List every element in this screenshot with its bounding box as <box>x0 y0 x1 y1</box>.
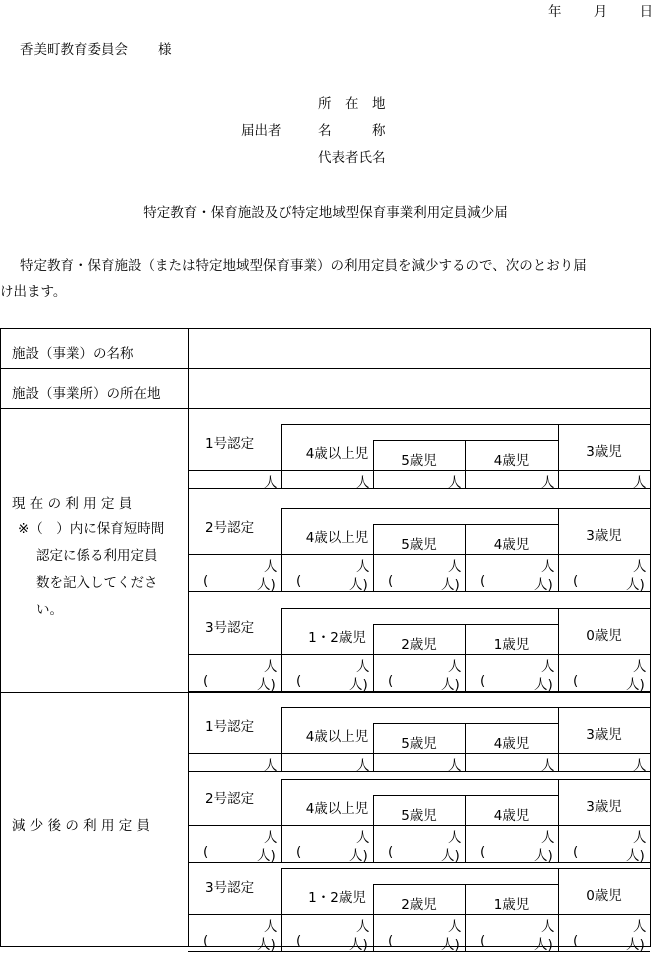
age-label: 3歳児 <box>586 528 622 544</box>
paren-open: ( <box>388 844 394 860</box>
paren-open: ( <box>480 933 486 949</box>
cert-label: 2号認定 <box>205 791 255 807</box>
unit-label: 人 <box>448 758 462 774</box>
col-line <box>281 868 282 951</box>
paren-close: 人) <box>349 677 368 693</box>
age-label: 1歳児 <box>493 637 530 653</box>
after-capacity-label: 減 少 後 の 利 用 定 員 <box>12 818 151 834</box>
age-label: 4歳児 <box>493 537 530 553</box>
age-label: 1歳児 <box>493 897 530 913</box>
paren-close: 人) <box>534 677 553 693</box>
unit-label: 人 <box>264 758 278 774</box>
unit-label: 人 <box>356 919 370 935</box>
unit-label: 人 <box>356 830 370 846</box>
age-group-label: 4歳以上児 <box>305 729 369 745</box>
age-label: 2歳児 <box>401 897 437 913</box>
cert-label: 1号認定 <box>205 719 255 735</box>
paren-open: ( <box>203 844 209 860</box>
row-divider <box>0 408 650 409</box>
unit-label: 人 <box>633 919 647 935</box>
paren-open: ( <box>573 673 579 689</box>
col-line <box>558 779 559 862</box>
col-line <box>558 508 559 591</box>
unit-label: 人 <box>448 475 462 491</box>
age-label: 5歳児 <box>401 808 437 824</box>
age-label: 5歳児 <box>401 453 437 469</box>
col-line <box>558 608 559 691</box>
unit-label: 人 <box>448 919 462 935</box>
unit-label: 人 <box>264 919 278 935</box>
unit-label: 人 <box>356 475 370 491</box>
unit-label: 人 <box>633 559 647 575</box>
body-line-1: 特定教育・保育施設（または特定地域型保育事業）の利用定員を減少するので、次のとおり届 <box>20 258 587 274</box>
unit-label: 人 <box>633 830 647 846</box>
paren-close: 人) <box>441 937 460 953</box>
unit-label: 人 <box>448 830 462 846</box>
unit-label: 人 <box>264 659 278 675</box>
unit-label: 人 <box>356 758 370 774</box>
paren-open: ( <box>388 573 394 589</box>
table-border-top <box>0 328 651 329</box>
registrant-role: 届出者 <box>241 123 282 139</box>
unit-label: 人 <box>264 830 278 846</box>
paren-close: 人) <box>257 577 276 593</box>
paren-close: 人) <box>349 577 368 593</box>
addressee-suffix: 様 <box>158 42 172 58</box>
age-group-label: 1・2歳児 <box>308 630 366 646</box>
paren-close: 人) <box>534 577 553 593</box>
cert-label: 1号認定 <box>205 436 255 452</box>
paren-open: ( <box>296 673 302 689</box>
current-note-line: い。 <box>36 602 63 618</box>
paren-close: 人) <box>626 677 645 693</box>
value-row-top <box>188 825 650 826</box>
date-year: 年 <box>548 4 562 20</box>
unit-label: 人 <box>448 559 462 575</box>
paren-close: 人) <box>441 577 460 593</box>
unit-label: 人 <box>541 659 555 675</box>
header-line <box>281 424 650 425</box>
current-note-line: 数を記入してくださ <box>36 575 158 591</box>
cert-label: 3号認定 <box>205 620 255 636</box>
current-note-line: ※（ ）内に保育短時間 <box>18 521 165 537</box>
value-row-bottom <box>188 771 650 772</box>
addressee <box>20 38 172 58</box>
current-capacity-label: 現 在 の 利 用 定 員 <box>12 496 133 512</box>
cert-label: 3号認定 <box>205 880 255 896</box>
date-day: 日 <box>639 4 653 20</box>
header-line <box>281 608 650 609</box>
paren-close: 人) <box>626 937 645 953</box>
representative-label: 代表者氏名 <box>318 150 386 166</box>
paren-open: ( <box>480 573 486 589</box>
paren-open: ( <box>388 673 394 689</box>
age-group-label: 1・2歳児 <box>308 890 366 906</box>
header-line <box>281 868 650 869</box>
table-border-left <box>0 328 1 947</box>
date-line <box>548 0 653 20</box>
facility-name-label: 施設（事業）の名称 <box>12 346 134 362</box>
age-label: 5歳児 <box>401 736 437 752</box>
age-group-label: 4歳以上児 <box>305 446 369 462</box>
value-row-top <box>188 914 650 915</box>
age-label: 3歳児 <box>586 799 622 815</box>
age-label: 4歳児 <box>493 736 530 752</box>
address-label: 所 在 地 <box>318 96 386 112</box>
current-note-line: 認定に係る利用定員 <box>36 548 158 564</box>
facility-address-label: 施設（事業所）の所在地 <box>12 386 161 402</box>
paren-close: 人) <box>257 677 276 693</box>
unit-label: 人 <box>264 475 278 491</box>
paren-close: 人) <box>534 848 553 864</box>
document-title: 特定教育・保育施設及び特定地域型保育事業利用定員減少届 <box>143 205 508 221</box>
value-row-top <box>188 753 650 754</box>
header-line <box>281 508 650 509</box>
value-row-top <box>188 470 650 471</box>
paren-close: 人) <box>349 937 368 953</box>
value-row-top <box>188 554 650 555</box>
paren-close: 人) <box>441 848 460 864</box>
paren-close: 人) <box>441 677 460 693</box>
unit-label: 人 <box>541 475 555 491</box>
addressee-name: 香美町教育委員会 <box>20 42 128 58</box>
age-label: 4歳児 <box>493 453 530 469</box>
age-label: 4歳児 <box>493 808 530 824</box>
table-divider-label <box>188 328 189 947</box>
paren-open: ( <box>480 673 486 689</box>
paren-open: ( <box>388 933 394 949</box>
age-label: 3歳児 <box>586 444 622 460</box>
age-label: 5歳児 <box>401 537 437 553</box>
age-group-label: 4歳以上児 <box>305 801 369 817</box>
paren-open: ( <box>480 844 486 860</box>
age-label: 2歳児 <box>401 637 437 653</box>
paren-close: 人) <box>626 848 645 864</box>
unit-label: 人 <box>633 758 647 774</box>
col-line <box>281 608 282 691</box>
unit-label: 人 <box>356 659 370 675</box>
unit-label: 人 <box>356 559 370 575</box>
paren-close: 人) <box>257 848 276 864</box>
paren-open: ( <box>573 844 579 860</box>
age-label: 0歳児 <box>586 628 622 644</box>
cert-label: 2号認定 <box>205 520 255 536</box>
value-row-bottom <box>188 488 650 489</box>
unit-label: 人 <box>541 559 555 575</box>
col-line <box>558 868 559 951</box>
paren-open: ( <box>296 933 302 949</box>
paren-close: 人) <box>534 937 553 953</box>
header-line <box>281 779 650 780</box>
unit-label: 人 <box>448 659 462 675</box>
unit-label: 人 <box>264 559 278 575</box>
paren-open: ( <box>203 673 209 689</box>
unit-label: 人 <box>541 758 555 774</box>
age-group-label: 4歳以上児 <box>305 530 369 546</box>
paren-close: 人) <box>349 848 368 864</box>
header-line <box>281 707 650 708</box>
name-label: 名 称 <box>318 123 386 139</box>
body-line-2: け出ます。 <box>0 284 67 300</box>
paren-close: 人) <box>257 937 276 953</box>
value-row-top <box>188 654 650 655</box>
table-border-bottom <box>0 946 651 947</box>
col-line <box>281 508 282 591</box>
paren-open: ( <box>203 573 209 589</box>
age-label: 3歳児 <box>586 727 622 743</box>
date-month: 月 <box>593 4 608 20</box>
paren-open: ( <box>573 573 579 589</box>
row-divider <box>0 368 650 369</box>
paren-open: ( <box>203 933 209 949</box>
paren-open: ( <box>573 933 579 949</box>
paren-close: 人) <box>626 577 645 593</box>
paren-open: ( <box>296 573 302 589</box>
unit-label: 人 <box>633 475 647 491</box>
unit-label: 人 <box>633 659 647 675</box>
table-border-right <box>650 328 651 947</box>
paren-open: ( <box>296 844 302 860</box>
col-line <box>281 779 282 862</box>
unit-label: 人 <box>541 919 555 935</box>
age-label: 0歳児 <box>586 888 622 904</box>
unit-label: 人 <box>541 830 555 846</box>
